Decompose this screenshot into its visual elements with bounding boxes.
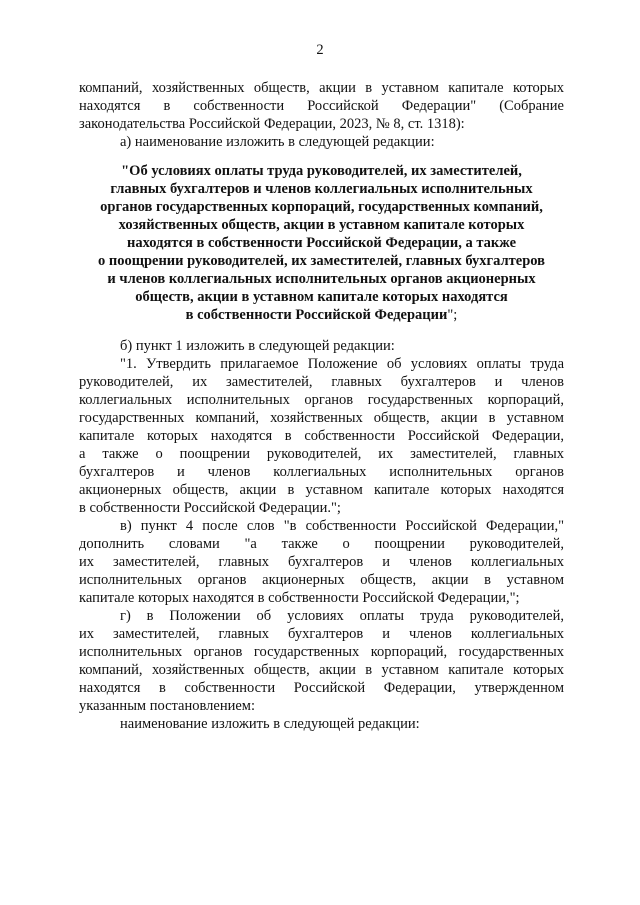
- text-line: коллегиальных исполнительных органов государственных корпораций,: [79, 392, 564, 408]
- text-line: руководителей, их заместителей, главных бухгалтеров и членов: [79, 374, 564, 390]
- final-line: наименование изложить в следующей редакции:: [120, 716, 420, 732]
- item-b-text: [79, 355, 564, 517]
- text-line: компаний, хозяйственных обществ, акции в уставном капитале которых: [79, 80, 564, 96]
- title-line: "Об условиях оплаты труда руководителей, их заместителей,: [121, 163, 522, 179]
- text-line: акционерных обществ, акции в уставном капитале которых находятся: [79, 482, 564, 498]
- item-b: б) пункт 1 изложить в следующей редакции:: [120, 338, 395, 354]
- item-g: [79, 607, 564, 715]
- document-title-quote: [79, 162, 564, 324]
- text-line: указанным постановлением:: [79, 698, 255, 714]
- page-number: 2: [316, 42, 324, 58]
- intro-paragraph: [79, 79, 564, 133]
- title-line: хозяйственных обществ, акции в уставном капитале которых: [118, 217, 525, 233]
- title-tail: ";: [447, 307, 458, 323]
- text-line: капитале которых находятся в собственности Российской Федерации,";: [79, 590, 520, 606]
- text-line: их заместителей, главных бухгалтеров и членов коллегиальных: [79, 554, 564, 570]
- title-line: и членов коллегиальных исполнительных органов акционерных: [107, 271, 536, 287]
- text-line: исполнительных органов государственных корпораций, государственных: [79, 644, 564, 660]
- text-line: исполнительных органов акционерных обществ, акции в уставном: [79, 572, 564, 588]
- text-line: капитале которых находятся в собственности Российской Федерации,: [79, 428, 564, 444]
- text-line: в собственности Российской Федерации.";: [79, 500, 341, 516]
- title-line: главных бухгалтеров и членов коллегиальных исполнительных: [110, 181, 533, 197]
- item-a: а) наименование изложить в следующей редакции:: [120, 134, 435, 150]
- title-line: обществ, акции в уставном капитале которых находятся: [135, 289, 508, 305]
- text-line: "1. Утвердить прилагаемое Положение об условиях оплаты труда: [120, 356, 564, 372]
- item-v: [79, 517, 564, 607]
- text-line: законодательства Российской Федерации, 2023, № 8, ст. 1318):: [79, 116, 465, 132]
- text-line: а также о поощрении руководителей, их заместителей, главных: [79, 446, 564, 462]
- document-body: [79, 79, 564, 733]
- text-line: в) пункт 4 после слов "в собственности Российской Федерации,": [120, 518, 564, 534]
- title-line: о поощрении руководителей, их заместителей, главных бухгалтеров: [97, 253, 545, 269]
- text-line: государственных компаний, хозяйственных обществ, акции в уставном: [79, 410, 564, 426]
- title-line: в собственности Российской Федерации: [185, 307, 448, 323]
- text-line: компаний, хозяйственных обществ, акции в уставном капитале которых: [79, 662, 564, 678]
- title-line: находятся в собственности Российской Федерации, а также: [126, 235, 517, 251]
- text-line: находятся в собственности Российской Федерации, утвержденном: [79, 680, 564, 696]
- text-line: г) в Положении об условиях оплаты труда руководителей,: [120, 608, 564, 624]
- title-line: органов государственных корпораций, государственных компаний,: [100, 199, 543, 215]
- text-line: дополнить словами "а также о поощрении руководителей,: [79, 536, 564, 552]
- title-line-last: [79, 306, 564, 324]
- text-line: находятся в собственности Российской Федерации" (Собрание: [79, 98, 564, 114]
- text-line: их заместителей, главных бухгалтеров и членов коллегиальных: [79, 626, 564, 642]
- text-line: бухгалтеров и членов коллегиальных исполнительных органов: [79, 464, 564, 480]
